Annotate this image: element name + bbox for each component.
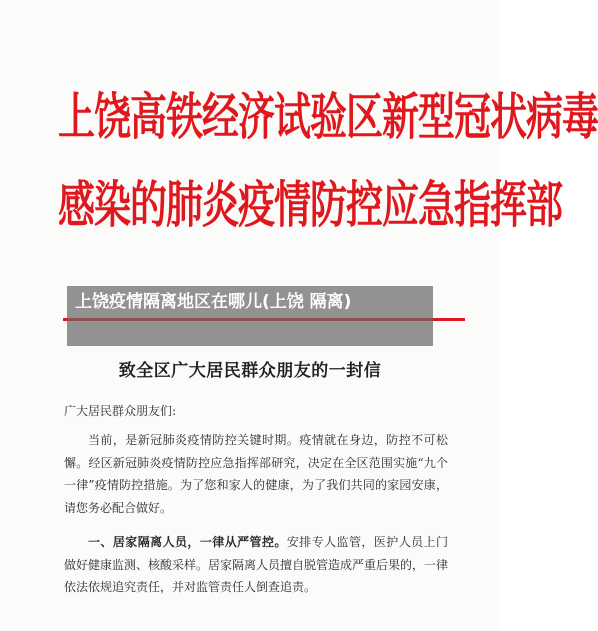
letter-paragraph-1: 当前，是新冠肺炎疫情防控关键时期。疫情就在身边，防控不可松懈。经区新冠肺炎疫情防控应急指挥部研究，决定在全区范围实施“九个一律”疫情防控措施。为了您和家人的健康，为了我们共同的家园安康，请您务必配合做好。: [64, 433, 448, 515]
paragraph-2-rest: 安排专人监管，医护人员上门做好健康监测、核酸采样。居家隔离人员擅自脱管造成严重后果的，一律依法依规追究责任，并对监管责任人倒查追责。: [64, 535, 449, 594]
caption-overlay-text: 上饶疫情隔离地区在哪儿(上饶 隔离): [75, 292, 352, 312]
letter-title: 致全区广大居民群众朋友的一封信: [118, 361, 382, 381]
caption-overlay: [67, 286, 433, 346]
letter-salutation: 广大居民群众朋友们:: [64, 404, 177, 418]
letter-paragraph-2: [64, 531, 448, 599]
paragraph-2-lead: 一、居家隔离人员，一律从严管控。: [88, 535, 287, 549]
document-header-line-1: 上饶高铁经济试验区新型冠状病毒: [58, 87, 598, 146]
document-header-line-2: 感染的肺炎疫情防控应急指挥部: [58, 175, 562, 234]
